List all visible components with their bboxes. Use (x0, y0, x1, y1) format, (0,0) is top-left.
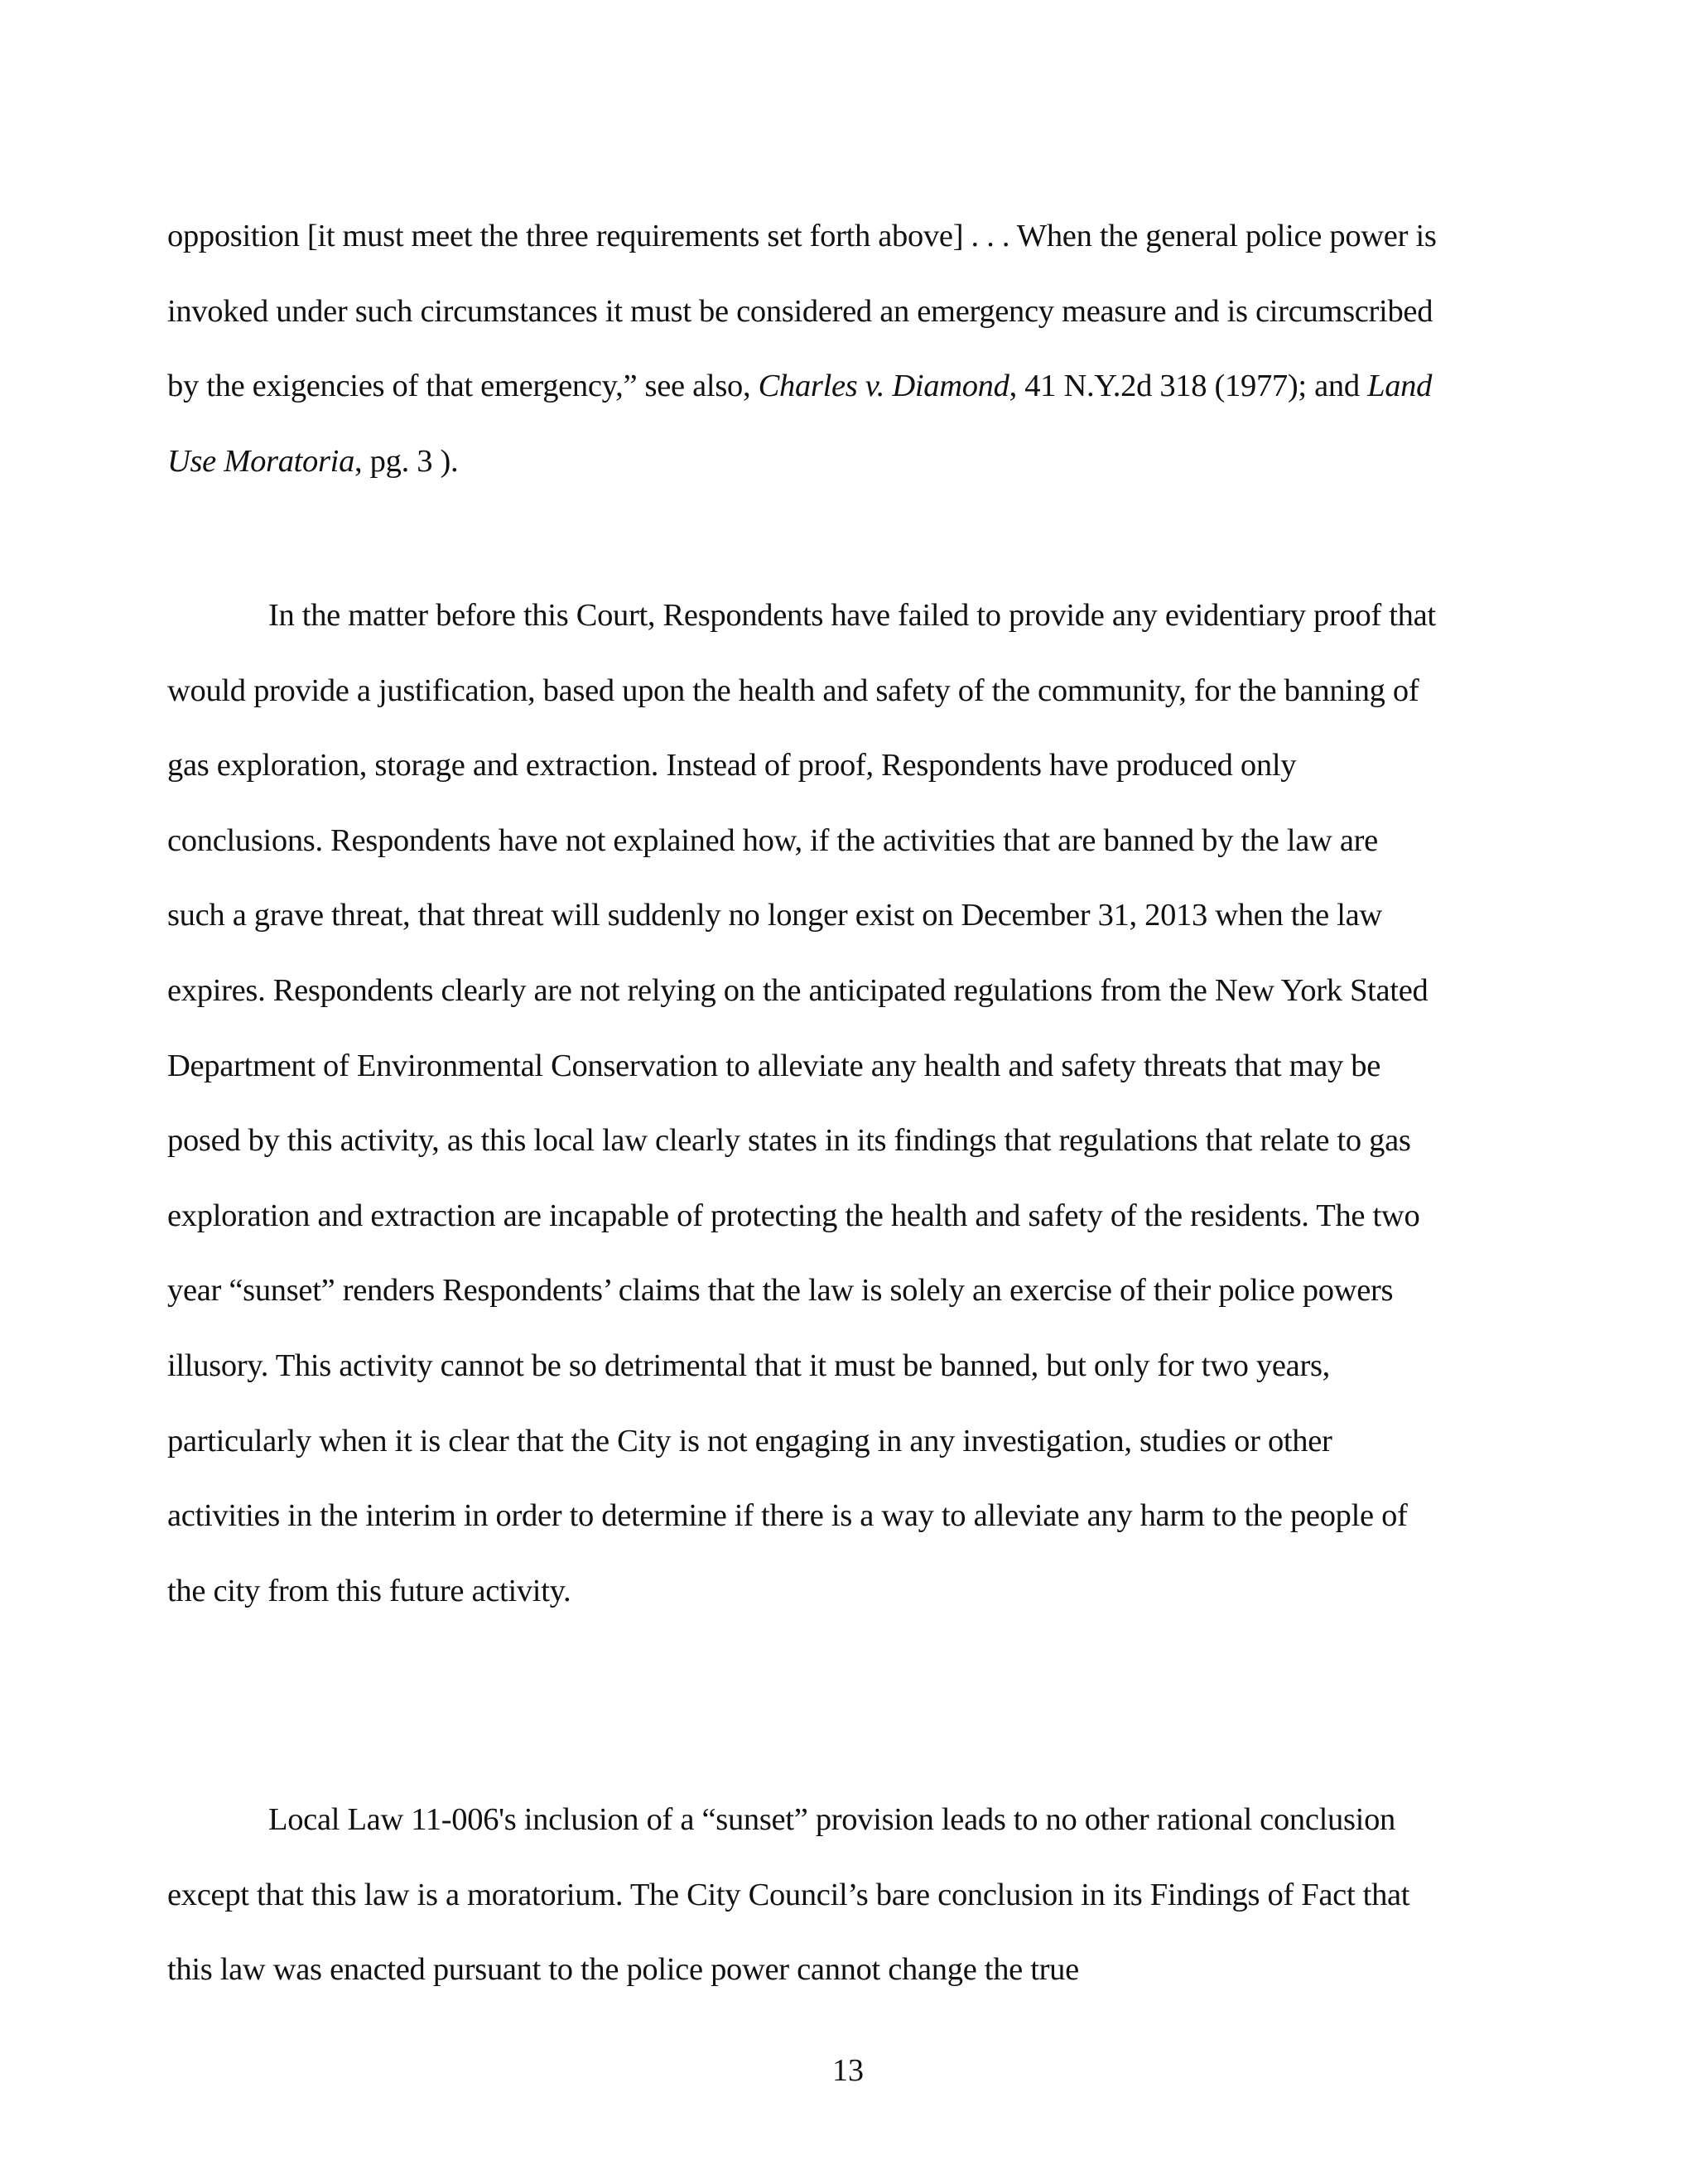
case-citation-charles-v-diamond: Charles v. Diamond (758, 369, 1009, 404)
page-number: 13 (832, 2053, 864, 2088)
paragraph-2-text: In the matter before this Court, Respondents have failed to provide any evidentiary proof that would provide a justification, based upon the health and safety of the community, for the banning of gas exploration, storage and extraction. Instead of proof, Respondents have produced only conclusions. Respondents have not explained how, if the activities that are banned by the law are such a grave threat, that threat will suddenly no longer exist on December 31, 2013 when the law expires. Respondents clearly are not relying on the anticipated regulations from the New York Stated Department of Environmental Conservation to alleviate any health and safety threats that may be posed by this activity, as this local law clearly states in its findings that regulations that relate to gas exploration and extraction are incapable of protecting the health and safety of the residents. The two year “sunset” renders Respondents’ claims that the law is solely an exercise of their police powers illusory. This activity cannot be so detrimental that it must be banned, but only for two years, particularly when it is clear that the City is not engaging in any investigation, studies or other activities in the interim in order to determine if there is a way to alleviate any harm to the people of the city from this future activity. (167, 598, 1436, 1608)
citation-land-use-moratoria: Land Use Moratoria (167, 369, 1433, 479)
paragraph-2 (167, 578, 1443, 1628)
paragraph-1 (167, 199, 1443, 499)
paragraph-3 (167, 1782, 1443, 2008)
paragraph-3-text: Local Law 11-006's inclusion of a “sunset” provision leads to no other rational conclusion except that this law is a moratorium. The City Council’s bare conclusion in its Findings of Fact that this law was enacted pursuant to the police power cannot change the true (167, 1802, 1410, 1988)
paragraph-1-text-1: opposition [it must meet the three requirements set forth above] . . . When the general police power is invoked under such circumstances it must be considered an emergency measure and is circumscribed by the exigencies of that emergency,” see also, (167, 219, 1437, 404)
paragraph-1-text-3: , pg. 3 ). (354, 443, 459, 479)
paragraph-1-text-2: , 41 N.Y.2d 318 (1977); and (1009, 369, 1368, 404)
